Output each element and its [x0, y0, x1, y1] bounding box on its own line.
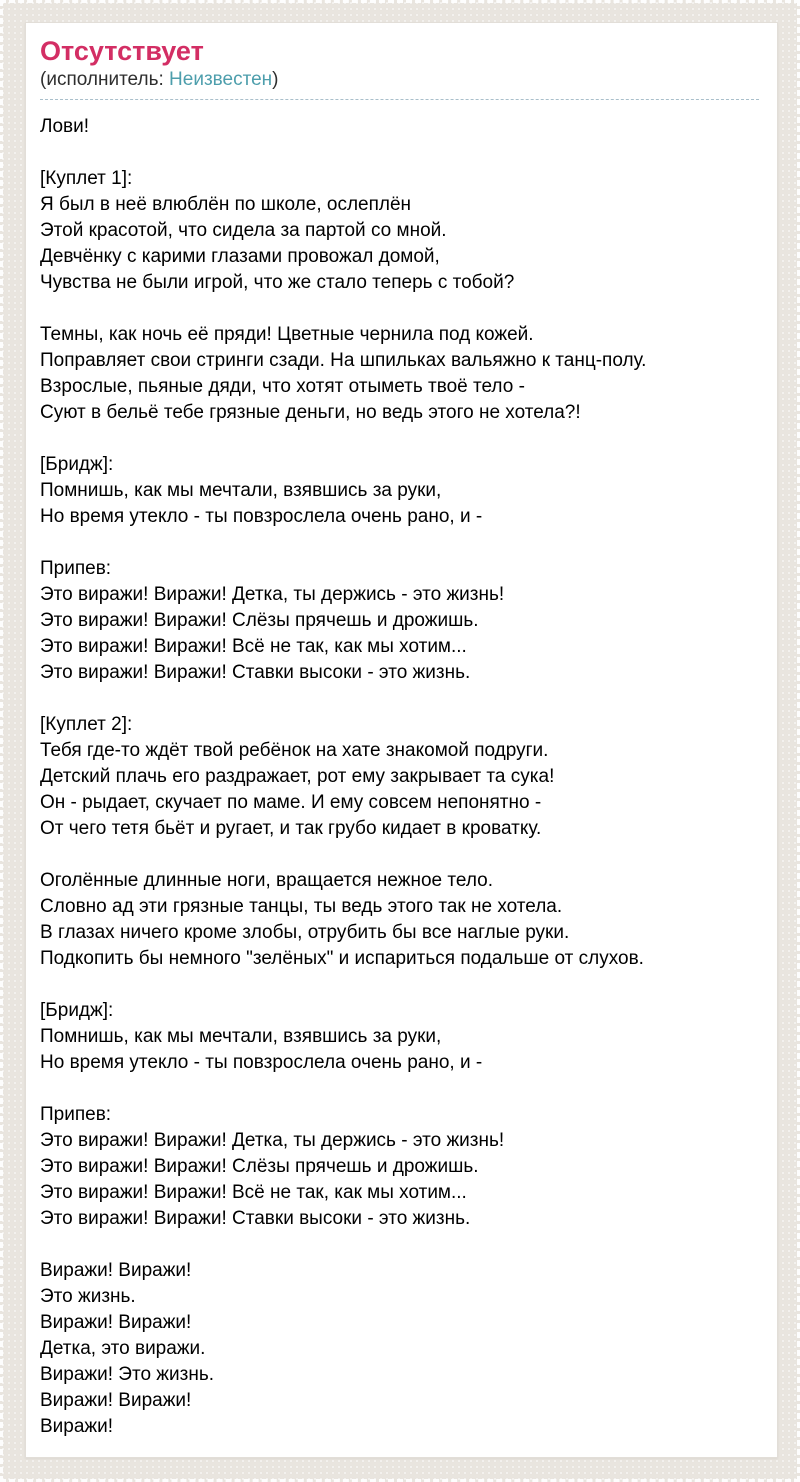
lyric-line: Виражи! Это жизнь.	[40, 1364, 214, 1385]
lyric-line: Но время утекло - ты повзрослела очень рано, и -	[40, 1052, 483, 1073]
lyric-line: Взрослые, пьяные дяди, что хотят отыметь твоё тело -	[40, 376, 525, 397]
lyric-line: [Бридж]:	[40, 454, 114, 475]
lyric-line: Виражи! Виражи!	[40, 1312, 192, 1333]
lyric-line: Это виражи! Виражи! Всё не так, как мы хотим...	[40, 1182, 467, 1203]
artist-label: (исполнитель:	[40, 69, 170, 90]
lyric-line: [Бридж]:	[40, 1000, 114, 1021]
lyric-line: [Куплет 1]:	[40, 168, 133, 189]
lyric-line: Помнишь, как мы мечтали, взявшись за руки,	[40, 480, 442, 501]
lyric-line: [Куплет 2]:	[40, 714, 133, 735]
lyric-line: Это виражи! Виражи! Детка, ты держись - это жизнь!	[40, 584, 505, 605]
lyric-line: Это виражи! Виражи! Ставки высоки - это жизнь.	[40, 1208, 471, 1229]
lyric-line: Помнишь, как мы мечтали, взявшись за руки,	[40, 1026, 442, 1047]
lyric-line: Припев:	[40, 558, 112, 579]
lyric-line: Чувства не были игрой, что же стало теперь с тобой?	[40, 272, 515, 293]
stanza	[40, 712, 759, 842]
lyric-line: Это виражи! Виражи! Слёзы прячешь и дрожишь.	[40, 1156, 479, 1177]
lyric-line: Детский плачь его раздражает, рот ему закрывает та сука!	[40, 766, 555, 787]
lyric-line: Темны, как ночь её пряди! Цветные чернила под кожей.	[40, 324, 534, 345]
lyric-line: Лови!	[40, 116, 90, 137]
lyric-line: Это виражи! Виражи! Всё не так, как мы хотим...	[40, 636, 467, 657]
lyrics-card	[25, 22, 778, 1458]
lyric-line: Девчёнку с карими глазами провожал домой,	[40, 246, 440, 267]
lyric-line: Оголённые длинные ноги, вращается нежное тело.	[40, 870, 493, 891]
lyric-line: Он - рыдает, скучает по маме. И ему совсем непонятно -	[40, 792, 542, 813]
lyric-line: Детка, это виражи.	[40, 1338, 206, 1359]
stanza	[40, 114, 759, 140]
stanza	[40, 166, 759, 296]
stanza	[40, 322, 759, 426]
lyric-line: Подкопить бы немного "зелёных" и испариться подальше от слухов.	[40, 948, 644, 969]
stanza	[40, 556, 759, 686]
stanza	[40, 1102, 759, 1232]
lyric-line: Тебя где-то ждёт твой ребёнок на хате знакомой подруги.	[40, 740, 549, 761]
artist-link[interactable]: Неизвестен	[169, 69, 273, 90]
lyric-line: Виражи! Виражи!	[40, 1390, 192, 1411]
lyric-line: Я был в неё влюблён по школе, ослеплён	[40, 194, 412, 215]
lyric-line: Словно ад эти грязные танцы, ты ведь этого так не хотела.	[40, 896, 563, 917]
lyric-line: Поправляет свои стринги сзади. На шпильках вальяжно к танц-полу.	[40, 350, 647, 371]
lyric-line: Припев:	[40, 1104, 112, 1125]
song-title: Отсутствует	[40, 36, 204, 66]
stanza	[40, 1258, 759, 1440]
lyric-line: Это виражи! Виражи! Ставки высоки - это жизнь.	[40, 662, 471, 683]
lyric-line: Виражи!	[40, 1416, 114, 1437]
artist-close-paren: )	[272, 69, 279, 90]
lyric-line: Но время утекло - ты повзрослела очень рано, и -	[40, 506, 483, 527]
stanza	[40, 868, 759, 972]
stanza	[40, 452, 759, 530]
artist-row	[40, 68, 759, 100]
lyric-line: В глазах ничего кроме злобы, отрубить бы все наглые руки.	[40, 922, 570, 943]
lyric-line: Это виражи! Виражи! Детка, ты держись - это жизнь!	[40, 1130, 505, 1151]
lyrics-text	[40, 114, 759, 1440]
stanza	[40, 998, 759, 1076]
lyric-line: Это виражи! Виражи! Слёзы прячешь и дрожишь.	[40, 610, 479, 631]
lyric-line: Это жизнь.	[40, 1286, 136, 1307]
lyric-line: Суют в бельё тебе грязные деньги, но ведь этого не хотела?!	[40, 402, 581, 423]
lyric-line: Этой красотой, что сидела за партой со мной.	[40, 220, 447, 241]
lyric-line: От чего тетя бьёт и ругает, и так грубо кидает в кроватку.	[40, 818, 542, 839]
lyric-line: Виражи! Виражи!	[40, 1260, 192, 1281]
